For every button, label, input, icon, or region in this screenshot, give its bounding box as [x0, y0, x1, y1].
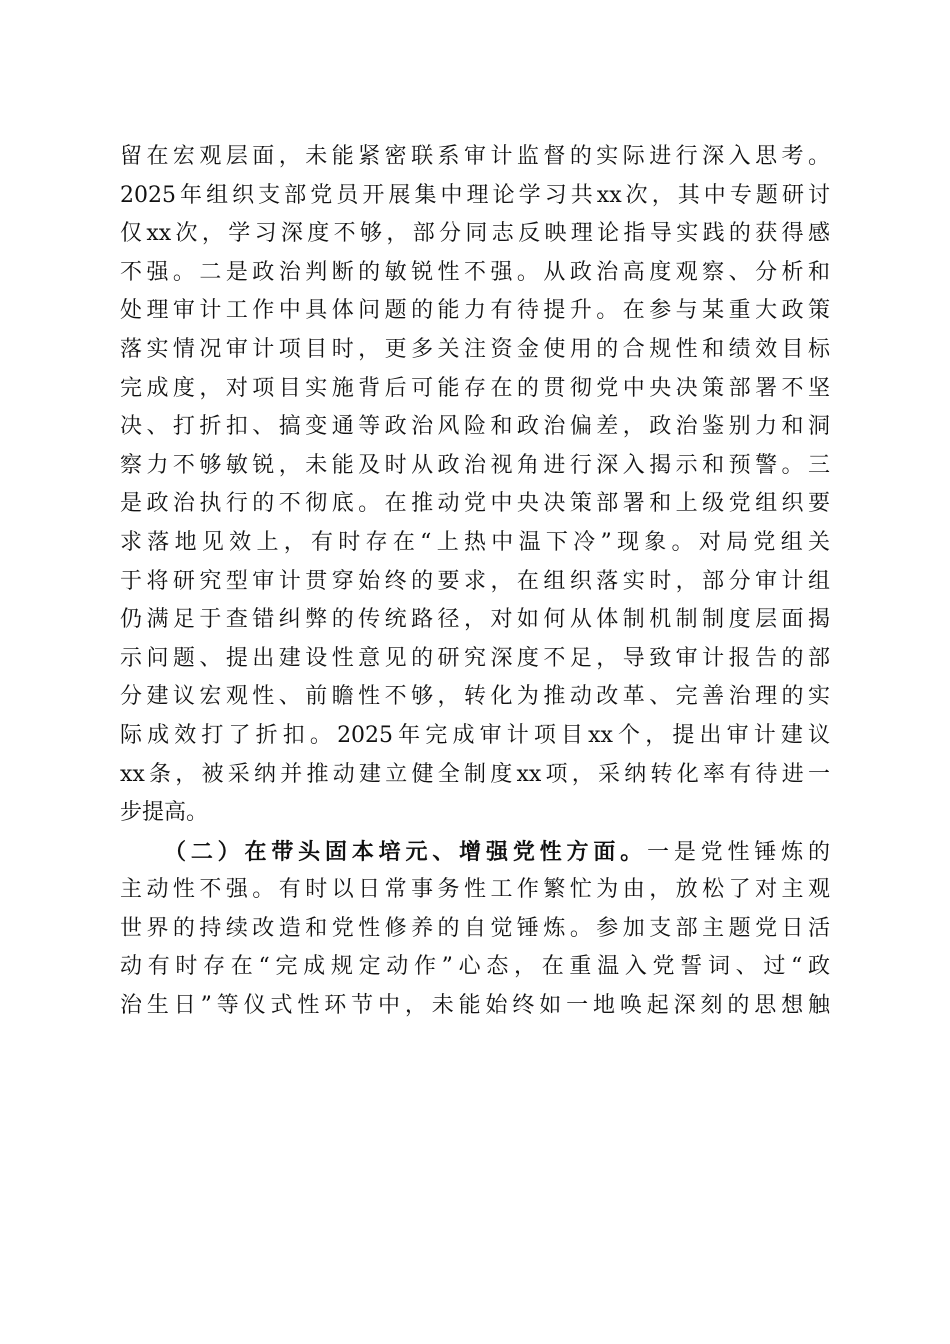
section-heading-continuation: 一是党性锤炼的: [646, 839, 830, 865]
text-line: 步提高。: [120, 800, 209, 826]
text-line: 留在宏观层面，未能紧密联系审计监督的实际进行深入思考。: [120, 144, 830, 169]
text-line: 仍满足于查错纠弊的传统路径，对如何从体制机制制度层面揭: [120, 607, 830, 633]
text-line: xx条，被采纳并推动建立健全制度xx项，采纳转化率有待进一: [120, 761, 830, 787]
text-line: 主动性不强。有时以日常事务性工作繁忙为由，放松了对主观: [120, 877, 830, 903]
text-line: 示问题、提出建设性意见的研究深度不足，导致审计报告的部: [120, 645, 830, 671]
text-line: 际成效打了折扣。2025年完成审计项目xx个，提出审计建议: [120, 722, 830, 748]
text-line: 2025年组织支部党员开展集中理论学习共xx次，其中专题研讨: [120, 182, 830, 208]
paragraph-2: [120, 833, 830, 1026]
text-line: 不强。二是政治判断的敏锐性不强。从政治高度观察、分析和: [120, 259, 830, 285]
text-line: 处理审计工作中具体问题的能力有待提升。在参与某重大政策: [120, 298, 830, 324]
text-line: 治生日”等仪式性环节中，未能始终如一地唤起深刻的思想触: [120, 993, 830, 1019]
text-line: 察力不够敏锐，未能及时从政治视角进行深入揭示和预警。三: [120, 452, 830, 478]
text-line: 于将研究型审计贯穿始终的要求，在组织落实时，部分审计组: [120, 568, 830, 594]
text-line: 是政治执行的不彻底。在推动党中央决策部署和上级党组织要: [120, 491, 830, 517]
section-first-line: [120, 833, 830, 872]
document-body: [120, 138, 830, 1026]
text-line: 分建议宏观性、前瞻性不够，转化为推动改革、完善治理的实: [120, 684, 830, 710]
text-line: 求落地见效上，有时存在“上热中温下冷”现象。对局党组关: [120, 529, 830, 555]
text-line: 仅xx次，学习深度不够，部分同志反映理论指导实践的获得感: [120, 221, 830, 247]
text-line: 落实情况审计项目时，更多关注资金使用的合规性和绩效目标: [120, 336, 830, 362]
paragraph-1: [120, 138, 830, 833]
section-heading: （二）在带头固本培元、增强党性方面。: [164, 838, 647, 865]
text-line: 动有时存在“完成规定动作”心态，在重温入党誓词、过“政: [120, 954, 830, 980]
text-line: 世界的持续改造和党性修养的自觉锤炼。参加支部主题党日活: [120, 915, 830, 941]
text-line: 完成度，对项目实施背后可能存在的贯彻党中央决策部署不坚: [120, 375, 830, 401]
text-line: 决、打折扣、搞变通等政治风险和政治偏差，政治鉴别力和洞: [120, 414, 830, 440]
